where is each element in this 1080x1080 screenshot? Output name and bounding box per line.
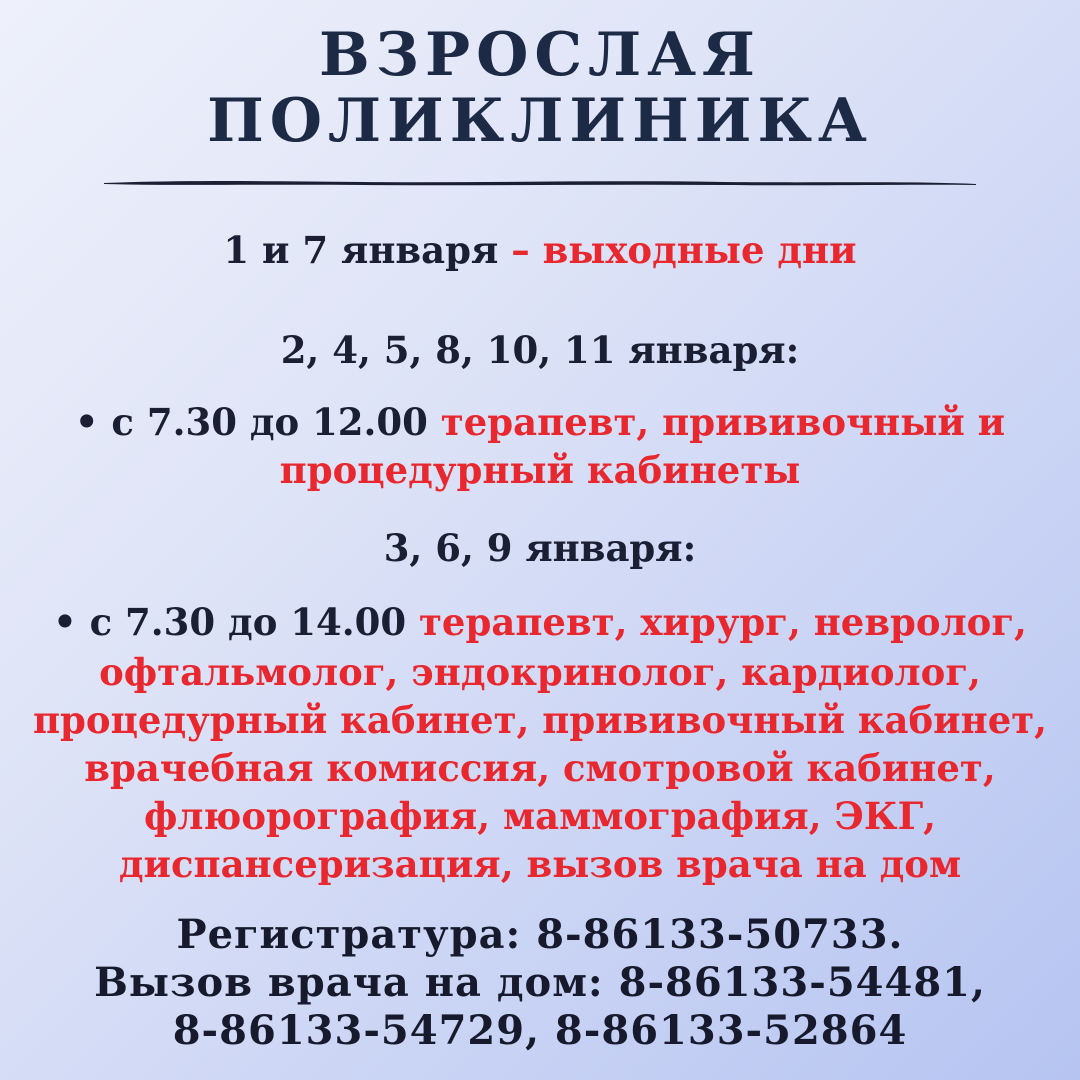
doctor-call-phones-extra: 8-86133-54729, 8-86133-52864 bbox=[172, 1007, 908, 1054]
holidays-line bbox=[0, 224, 1080, 276]
group1-services-2: процедурный кабинеты bbox=[279, 448, 801, 492]
registry-phone: Регистратура: 8-86133-50733. bbox=[176, 911, 904, 958]
group2-services-line: диспансеризация, вызов врача на дом bbox=[118, 842, 962, 886]
group2-schedule-line-1 bbox=[0, 596, 1080, 648]
group2-services-line: флюорография, маммография, ЭКГ, bbox=[143, 794, 937, 838]
group2-services-line: процедурный кабинет, прививочный кабинет, bbox=[32, 698, 1048, 742]
holiday-dates: 1 и 7 января bbox=[223, 228, 499, 272]
holiday-note: – выходные дни bbox=[498, 228, 857, 272]
group1-schedule-line-1 bbox=[0, 396, 1080, 448]
group2-services-line: офтальмолог, эндокринолог, кардиолог, bbox=[99, 650, 981, 694]
title-line-1: ВЗРОСЛАЯ bbox=[319, 20, 761, 90]
group1-services-1: терапевт, прививочный и bbox=[427, 400, 1006, 444]
group2-services-1: терапевт, хирург, невролог, bbox=[406, 600, 1027, 644]
group2-time: • с 7.30 до 14.00 bbox=[53, 600, 407, 644]
brush-divider bbox=[104, 178, 976, 188]
title-line-2: ПОЛИКЛИНИКА bbox=[207, 86, 873, 156]
group1-time: • с 7.30 до 12.00 bbox=[74, 400, 428, 444]
group2-heading: 3, 6, 9 января: bbox=[383, 526, 697, 570]
doctor-call-phone: Вызов врача на дом: 8-86133-54481, bbox=[94, 959, 986, 1006]
group2-services-line: врачебная комиссия, смотровой кабинет, bbox=[84, 746, 996, 790]
group1-heading: 2, 4, 5, 8, 10, 11 января: bbox=[280, 328, 800, 372]
